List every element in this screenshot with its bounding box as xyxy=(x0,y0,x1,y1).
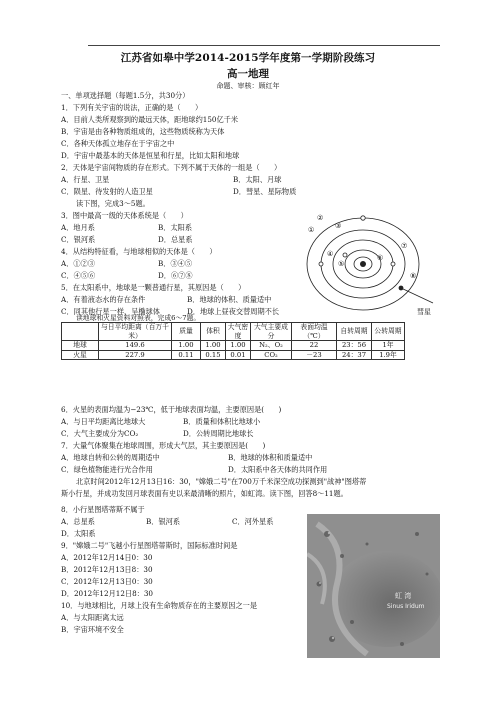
exam-subtitle: 高一地理 xyxy=(227,68,269,80)
q3-option-a: A．地月系 xyxy=(61,223,95,232)
q6-option-a: A．与日平均距离比地球大 xyxy=(61,417,146,426)
table-cell: N₂、O₂ xyxy=(251,341,292,351)
table-cell: 1年 xyxy=(372,341,405,351)
table-cell: 23：56 xyxy=(337,341,372,351)
q5-option-c: C．同其他行星一样，呈椭球体 xyxy=(61,307,160,316)
q7-option-a: A．地球自转和公转的周期适中 xyxy=(61,453,160,462)
table-cell: 地球 xyxy=(62,341,99,351)
q8-11-intro-line1: 北京时间2012年12月13日16：30，"嫦娥二号"在700万千米深空成功探测到"战神"图塔蒂 xyxy=(76,477,367,486)
diagram-label-7: ⑦ xyxy=(401,242,408,250)
q1-option-b: B．宇宙是由各种物质组成的，这些物质统称为天体 xyxy=(61,127,225,136)
table-row xyxy=(62,341,405,351)
exam-title: 江苏省如皋中学2014-2015学年度第一学期阶段练习 xyxy=(120,52,376,64)
table-cell: 24：37 xyxy=(337,350,372,360)
q8-option-b: B．银河系 xyxy=(146,517,181,526)
q4-stem: 4．从结构特征看，与地球相似的天体是（ ） xyxy=(61,247,217,256)
diagram-label-5: ⑤ xyxy=(338,260,345,268)
q2-option-d: D．彗星、星际物质 xyxy=(233,187,297,196)
q3-option-c: C．银河系 xyxy=(61,235,96,244)
diagram-comet-label: 彗星 xyxy=(417,308,431,316)
diagram-label-3: ③ xyxy=(335,222,342,230)
q9-option-c: C．2012年12月13日0：30 xyxy=(61,577,153,586)
q1-stem: 1．下列有关宇宙的说法，正确的是（ ） xyxy=(61,103,203,112)
q4-option-d: D．⑥⑦⑧ xyxy=(158,271,193,280)
q4-option-b: B．③④⑤ xyxy=(158,259,193,268)
table-row xyxy=(62,350,405,360)
table-header-cell: 与日平均距离（百万千米） xyxy=(99,323,172,341)
q2-option-c: C．陨星、待发射的人造卫星 xyxy=(61,187,153,196)
q9-option-a: A．2012年12月14日0：30 xyxy=(61,553,153,562)
q7-stem: 7．大量气体聚集在地球周围，形成大气层，其主要原因是( ) xyxy=(61,441,266,450)
table-header-cell: 表面均温（℃） xyxy=(292,323,337,341)
q7-option-b: B．地球的体积和质量适中 xyxy=(228,453,313,462)
q10-stem: 10．与地球相比，月球上没有生命物质存在的主要原因之一是 xyxy=(61,601,258,610)
moon-surface-photo xyxy=(307,514,440,658)
photo-caption-cn: 虹 湾 xyxy=(395,592,412,600)
diagram-label-4: ④ xyxy=(327,250,334,258)
table-cell: CO₂ xyxy=(251,350,292,360)
q8-11-intro-line2: 斯小行星，并成功发回月球表面有史以来最清晰的照片，如虹湾。读下图，回答8～11题。 xyxy=(61,489,348,498)
diagram-label-1: ① xyxy=(308,226,315,234)
table-cell: 1.00 xyxy=(172,341,201,351)
table-header-cell: 质量 xyxy=(172,323,201,341)
q4-option-c: C．④⑤⑥ xyxy=(61,271,96,280)
q1-option-a: A．目前人类所观察到的最远天体，距地球约150亿千米 xyxy=(61,115,239,124)
q9-option-d: D．2012年12月12日8：30 xyxy=(61,589,154,598)
q9-stem: 9．"嫦娥二号"飞越小行星图塔蒂斯时，国际标准时间是 xyxy=(61,541,238,550)
q10-option-a: A．与太阳距离太远 xyxy=(61,613,124,622)
q8-option-d: D．太阳系 xyxy=(61,529,96,538)
table-header-cell: 体积 xyxy=(201,323,226,341)
q1-option-d: D．宇宙中最基本的天体是恒星和行星，比如太阳和地球 xyxy=(61,151,240,160)
table-cell: 0.15 xyxy=(201,350,226,360)
table-cell: 火星 xyxy=(62,350,99,360)
q3-5-intro: 读下图，完成3～5题。 xyxy=(76,199,150,208)
q2-option-a: A．行星、卫星 xyxy=(61,175,110,184)
q7-option-c: C．绿色植物能进行光合作用 xyxy=(61,465,153,474)
q3-option-d: D．总星系 xyxy=(158,235,193,244)
q1-option-c: C．各种天体孤立地存在于宇宙之中 xyxy=(61,139,175,148)
diagram-label-2: ② xyxy=(317,214,324,222)
q7-option-d: D．太阳系中各天体的共同作用 xyxy=(228,465,328,474)
q6-option-b: B．质量和体积比地球小 xyxy=(183,417,261,426)
q6-stem: 6．火星的表面均温为−23℃，低于地球表面均温，主要原因是( ) xyxy=(61,405,282,414)
q3-option-b: B．太阳系 xyxy=(158,223,193,232)
q3-stem: 3．图中最高一级的天体系统是（ ） xyxy=(61,211,188,220)
q5-option-b: B．地球的体积、质量适中 xyxy=(187,295,272,304)
table-cell: 22 xyxy=(292,341,337,351)
diagram-label-8: ⑧ xyxy=(410,272,417,280)
q2-stem: 2．天体是宇宙间物质的存在形式。下列不属于天体的一组是（ ） xyxy=(61,163,282,172)
q4-option-a: A．①②③ xyxy=(61,259,95,268)
top-rule xyxy=(88,45,440,46)
q8-option-c: C．河外星系 xyxy=(232,517,274,526)
table-header-cell: 公转周期 xyxy=(372,323,405,341)
table-header-cell: 自转周期 xyxy=(337,323,372,341)
table-cell: 227.9 xyxy=(99,350,172,360)
q5-option-d: D．地球上昼夜交替周期不长 xyxy=(187,307,280,316)
table-cell: －23 xyxy=(292,350,337,360)
author-line: 命题、审核：顾红年 xyxy=(216,82,280,90)
table-header-row xyxy=(62,323,405,341)
table-cell: 0.11 xyxy=(172,350,201,360)
table-cell: 1.00 xyxy=(226,341,251,351)
q8-stem: 8．小行星图塔蒂斯不属于 xyxy=(61,505,145,514)
q5-option-a: A．有着液态水的存在条件 xyxy=(61,295,146,304)
table-cell: 1.9年 xyxy=(372,350,405,360)
table-header-cell xyxy=(62,323,99,341)
photo-caption-en: Sinus Iridum xyxy=(387,603,425,610)
table-cell: 149.6 xyxy=(99,341,172,351)
q6-option-d: D．公转周期比地球长 xyxy=(183,429,254,438)
table-header-cell: 大气主要成分 xyxy=(251,323,292,341)
section-heading: 一、单项选择题（每题1.5分，共30分） xyxy=(61,91,190,100)
q10-option-b: B．宇宙环境不安全 xyxy=(61,625,124,634)
table-header-cell: 大气密度 xyxy=(226,323,251,341)
q9-option-b: B．2012年12月13日8：30 xyxy=(61,565,153,574)
table-cell: 1.00 xyxy=(201,341,226,351)
earth-mars-table xyxy=(61,322,405,360)
q8-option-a: A．总星系 xyxy=(61,517,95,526)
q5-stem: 5．在太阳系中，地球是一颗普通行星，其原因是（ ） xyxy=(61,283,246,292)
q6-option-c: C．大气主要成分为CO₂ xyxy=(61,429,139,438)
q2-option-b: B．太阳、月球 xyxy=(233,175,282,184)
q6-7-intro: 读地球和火星资料对照表，完成6～7题。 xyxy=(76,314,201,322)
solar-system-diagram xyxy=(305,208,443,316)
table-cell: 0.01 xyxy=(226,350,251,360)
diagram-label-6: ⑥ xyxy=(377,254,384,262)
